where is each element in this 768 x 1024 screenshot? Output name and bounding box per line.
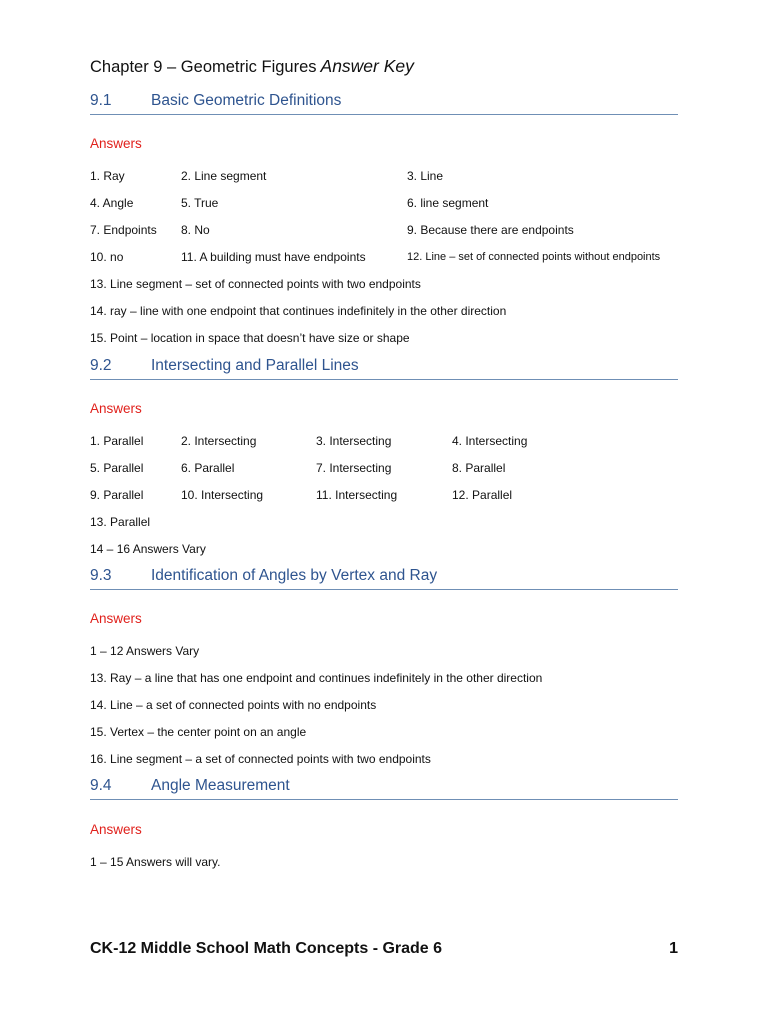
- answers-label: Answers: [90, 136, 142, 151]
- answer-line: 14. Line – a set of connected points with no endpoints: [90, 698, 377, 712]
- answer-line: 1 – 15 Answers will vary.: [90, 855, 221, 869]
- page-number: 1: [669, 940, 678, 957]
- answer-line: 14. ray – line with one endpoint that continues indefinitely in the other direction: [90, 304, 507, 318]
- section-name: Identification of Angles by Vertex and Ray: [151, 567, 438, 584]
- answer-line: 15. Point – location in space that doesn’t have size or shape: [90, 331, 410, 345]
- answer-item: 9. Because there are endpoints: [407, 223, 574, 237]
- answer-line: 16. Line segment – a set of connected points with two endpoints: [90, 752, 431, 766]
- section-name: Intersecting and Parallel Lines: [151, 357, 359, 374]
- page-title: [90, 56, 414, 77]
- answer-item: 7. Endpoints: [90, 223, 157, 237]
- answer-line: 13. Line segment – set of connected points with two endpoints: [90, 277, 421, 291]
- answers-label: Answers: [90, 611, 142, 626]
- answer-item: 5. True: [181, 196, 219, 210]
- section-heading-9-4: [90, 777, 678, 800]
- section-name: Basic Geometric Definitions: [151, 92, 342, 109]
- answer-line: 1 – 12 Answers Vary: [90, 644, 200, 658]
- answer-line: 13. Parallel: [90, 515, 151, 529]
- answer-item: 12. Parallel: [452, 488, 513, 502]
- section-name: Angle Measurement: [151, 777, 290, 794]
- answer-item: 2. Line segment: [181, 169, 267, 183]
- section-number: 9.1: [90, 92, 112, 109]
- section-heading-9-1: [90, 92, 678, 115]
- answers-label: Answers: [90, 401, 142, 416]
- answer-item: 6. Parallel: [181, 461, 235, 475]
- answers-label: Answers: [90, 822, 142, 837]
- answer-item: 12. Line – set of connected points without endpoints: [407, 251, 661, 263]
- answer-item: 1. Parallel: [90, 434, 144, 448]
- answer-item: 10. Intersecting: [181, 488, 264, 502]
- title-answer-key: Answer Key: [320, 56, 414, 76]
- answer-item: 3. Line: [407, 169, 444, 183]
- section-heading-9-2: [90, 357, 678, 380]
- answer-item: 4. Angle: [90, 196, 134, 210]
- answer-item: 5. Parallel: [90, 461, 144, 475]
- answer-line: 13. Ray – a line that has one endpoint and continues indefinitely in the other direction: [90, 671, 543, 685]
- answer-item: 2. Intersecting: [181, 434, 257, 448]
- answer-item: 10. no: [90, 250, 124, 264]
- answer-item: 8. No: [181, 223, 210, 237]
- section-number: 9.2: [90, 357, 112, 374]
- answer-item: 6. line segment: [407, 196, 489, 210]
- answer-item: 4. Intersecting: [452, 434, 528, 448]
- answer-item: 3. Intersecting: [316, 434, 392, 448]
- answer-item: 7. Intersecting: [316, 461, 392, 475]
- answer-line: 15. Vertex – the center point on an angle: [90, 725, 307, 739]
- answer-item: 11. Intersecting: [316, 488, 398, 502]
- section-number: 9.4: [90, 777, 112, 794]
- section-number: 9.3: [90, 567, 112, 584]
- section-heading-9-3: [90, 567, 678, 590]
- answer-item: 8. Parallel: [452, 461, 506, 475]
- answer-item: 1. Ray: [90, 169, 125, 183]
- answer-item: 11. A building must have endpoints: [181, 250, 366, 264]
- answer-item: 9. Parallel: [90, 488, 144, 502]
- answer-line: 14 – 16 Answers Vary: [90, 542, 206, 556]
- title-main: Chapter 9 – Geometric Figures: [90, 58, 317, 76]
- footer-book-title: CK-12 Middle School Math Concepts - Grade 6: [90, 940, 443, 957]
